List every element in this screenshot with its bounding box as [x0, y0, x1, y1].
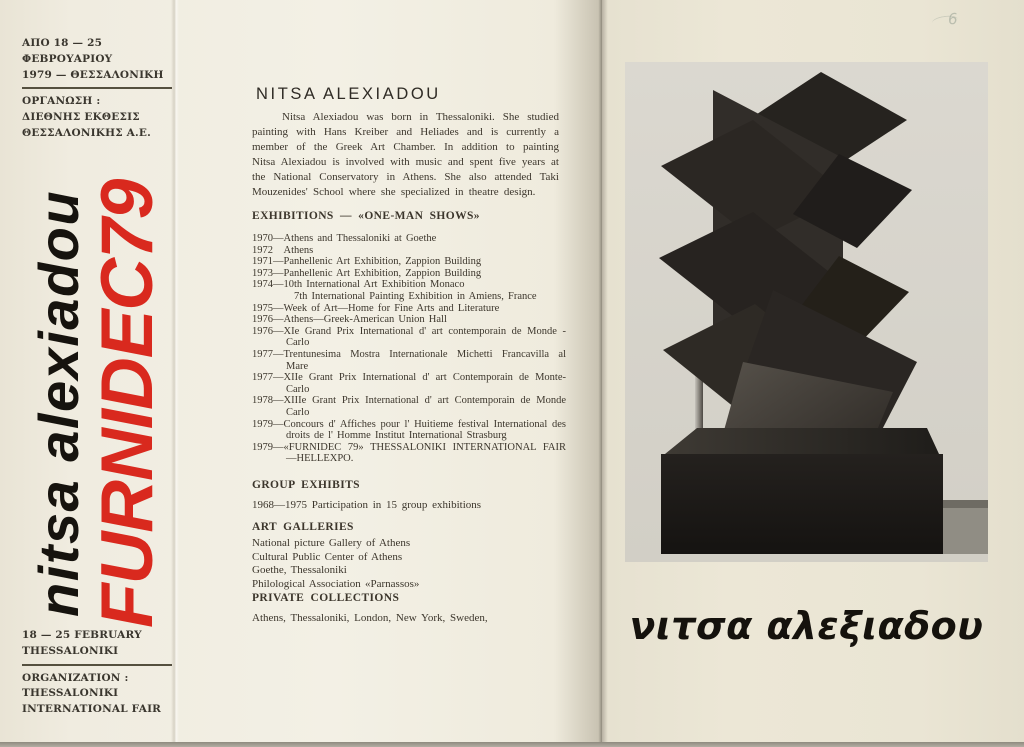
gallery-entry: Philological Association «Parnassos» — [252, 577, 420, 590]
english-date-line1: 18 — 25 FEBRUARY — [22, 629, 142, 641]
art-galleries-list — [252, 537, 566, 591]
greek-caption: νιτσα αλεξιαδου — [629, 604, 984, 648]
exhibitions-heading: EXHIBITIONS — «ONE-MAN SHOWS» — [252, 210, 480, 222]
pencil-annotation: 6 — [947, 9, 961, 29]
private-collections-heading: PRIVATE COLLECTIONS — [252, 592, 400, 604]
english-date-org-block — [22, 628, 174, 718]
english-org-line1: ORGANIZATION : — [22, 671, 129, 684]
greek-org-line1: ΟΡΓΑΝΩΣΗ : — [22, 95, 101, 108]
english-date-line2: THESSALONIKI — [22, 644, 119, 657]
vertical-furnidec-logo: FURNIDEC79 — [87, 179, 168, 628]
art-galleries-heading: ART GALLERIES — [252, 521, 354, 533]
gallery-entry: National picture Gallery of Athens — [252, 537, 411, 549]
exhibition-entry: 1977—XIIe Grant Prix International d' art Contemporain de Monte-Carlo — [252, 372, 566, 395]
photo-shelf-strip — [943, 500, 988, 554]
exhibition-entry: 1975—Week of Art—Home for Fine Arts and Literature — [252, 302, 500, 314]
gallery-entry: Goethe, Thessaloniki — [252, 564, 347, 576]
divider-rule — [22, 664, 172, 666]
divider-rule — [22, 87, 172, 89]
greek-org-line3: ΘΕΣΣΑΛΟΝΙΚΗΣ Α.Ε. — [22, 126, 151, 139]
private-collections-line: Athens, Thessaloniki, London, New York, Sweden, — [252, 612, 488, 624]
artist-biography: Nitsa Alexiadou was born in Thessaloniki. She studied painting with Hans Kreiber and Heliades and is currently a member of the Greek Art Chamber. In addition to painting Nitsa Alexiadou is involved with music and spent five years at the National Conservatory in Athens. She also attended Taki Mouzenides' School where she specialized in theatre design. — [252, 111, 559, 198]
sculpture-base-front — [661, 454, 943, 554]
scan-edge-shadow — [0, 742, 1024, 747]
exhibition-entry: 1970—Athens and Thessaloniki at Goethe — [252, 233, 437, 244]
greek-org-line2: ΔΙΕΘΝΗΣ ΕΚΘΕΣΙΣ — [22, 111, 140, 123]
exhibition-entry: 1979—Concours d' Affiches pour l' Huitieme festival International des droits de l' Homme Institut International Strasburg — [252, 418, 566, 442]
exhibition-entry: 1971—Panhellenic Art Exhibition, Zappion Building — [252, 256, 482, 268]
sculpture-base-top — [665, 428, 939, 454]
gallery-entry: Cultural Public Center of Athens — [252, 550, 403, 563]
greek-date-line1: ΑΠΟ 18 — 25 ΦΕΒΡΟΥΑΡΙΟΥ — [22, 37, 113, 65]
vertical-artist-name: nitsa alexiadou — [27, 189, 90, 617]
artist-name-heading: NITSA ALEXIADOU — [256, 85, 441, 103]
exhibitions-list — [252, 233, 566, 465]
exhibition-entry: 1976—Athens—Greek-American Union Hall — [252, 314, 447, 326]
group-exhibits-line: 1968—1975 Participation in 15 group exhibitions — [252, 499, 482, 511]
exhibition-entry: 7th International Painting Exhibition in Amiens, France — [294, 290, 537, 302]
page-fold-crease — [171, 0, 179, 742]
abstract-sculpture-graphic — [625, 62, 988, 562]
sculpture-photo — [625, 62, 988, 562]
exhibition-entry: 1973—Panhellenic Art Exhibition, Zappion Building — [252, 267, 482, 279]
greek-date-line2: 1979 — ΘΕΣΣΑΛΟΝΙΚΗ — [22, 68, 164, 81]
exhibition-entry: 1976—XIe Grand Prix International d' art contemporain de Monde - Carlo — [252, 325, 566, 349]
english-org-line3: INTERNATIONAL FAIR — [22, 703, 162, 715]
exhibition-entry: 1979—«FURNIDEC 79» THESSALONIKI INTERNATIONAL FAIR—HELLEXPO. — [252, 441, 566, 465]
greek-date-org-block — [22, 36, 174, 142]
exhibition-entry: 1978—XIIIe Grant Prix International d' art Contemporain de Monde Carlo — [252, 395, 566, 418]
exhibition-entry: 1974—10th International Art Exhibition Monaco — [252, 279, 465, 291]
exhibition-entry: 1977—Trentunesima Mostra Internationale Michetti Francavilla al Mare — [252, 348, 566, 372]
group-exhibits-heading: GROUP EXHIBITS — [252, 479, 360, 491]
english-org-line2: THESSALONIKI — [22, 687, 119, 700]
exhibition-entry: 1972 Athens — [252, 244, 314, 256]
photo-shelf-edge — [943, 500, 988, 508]
